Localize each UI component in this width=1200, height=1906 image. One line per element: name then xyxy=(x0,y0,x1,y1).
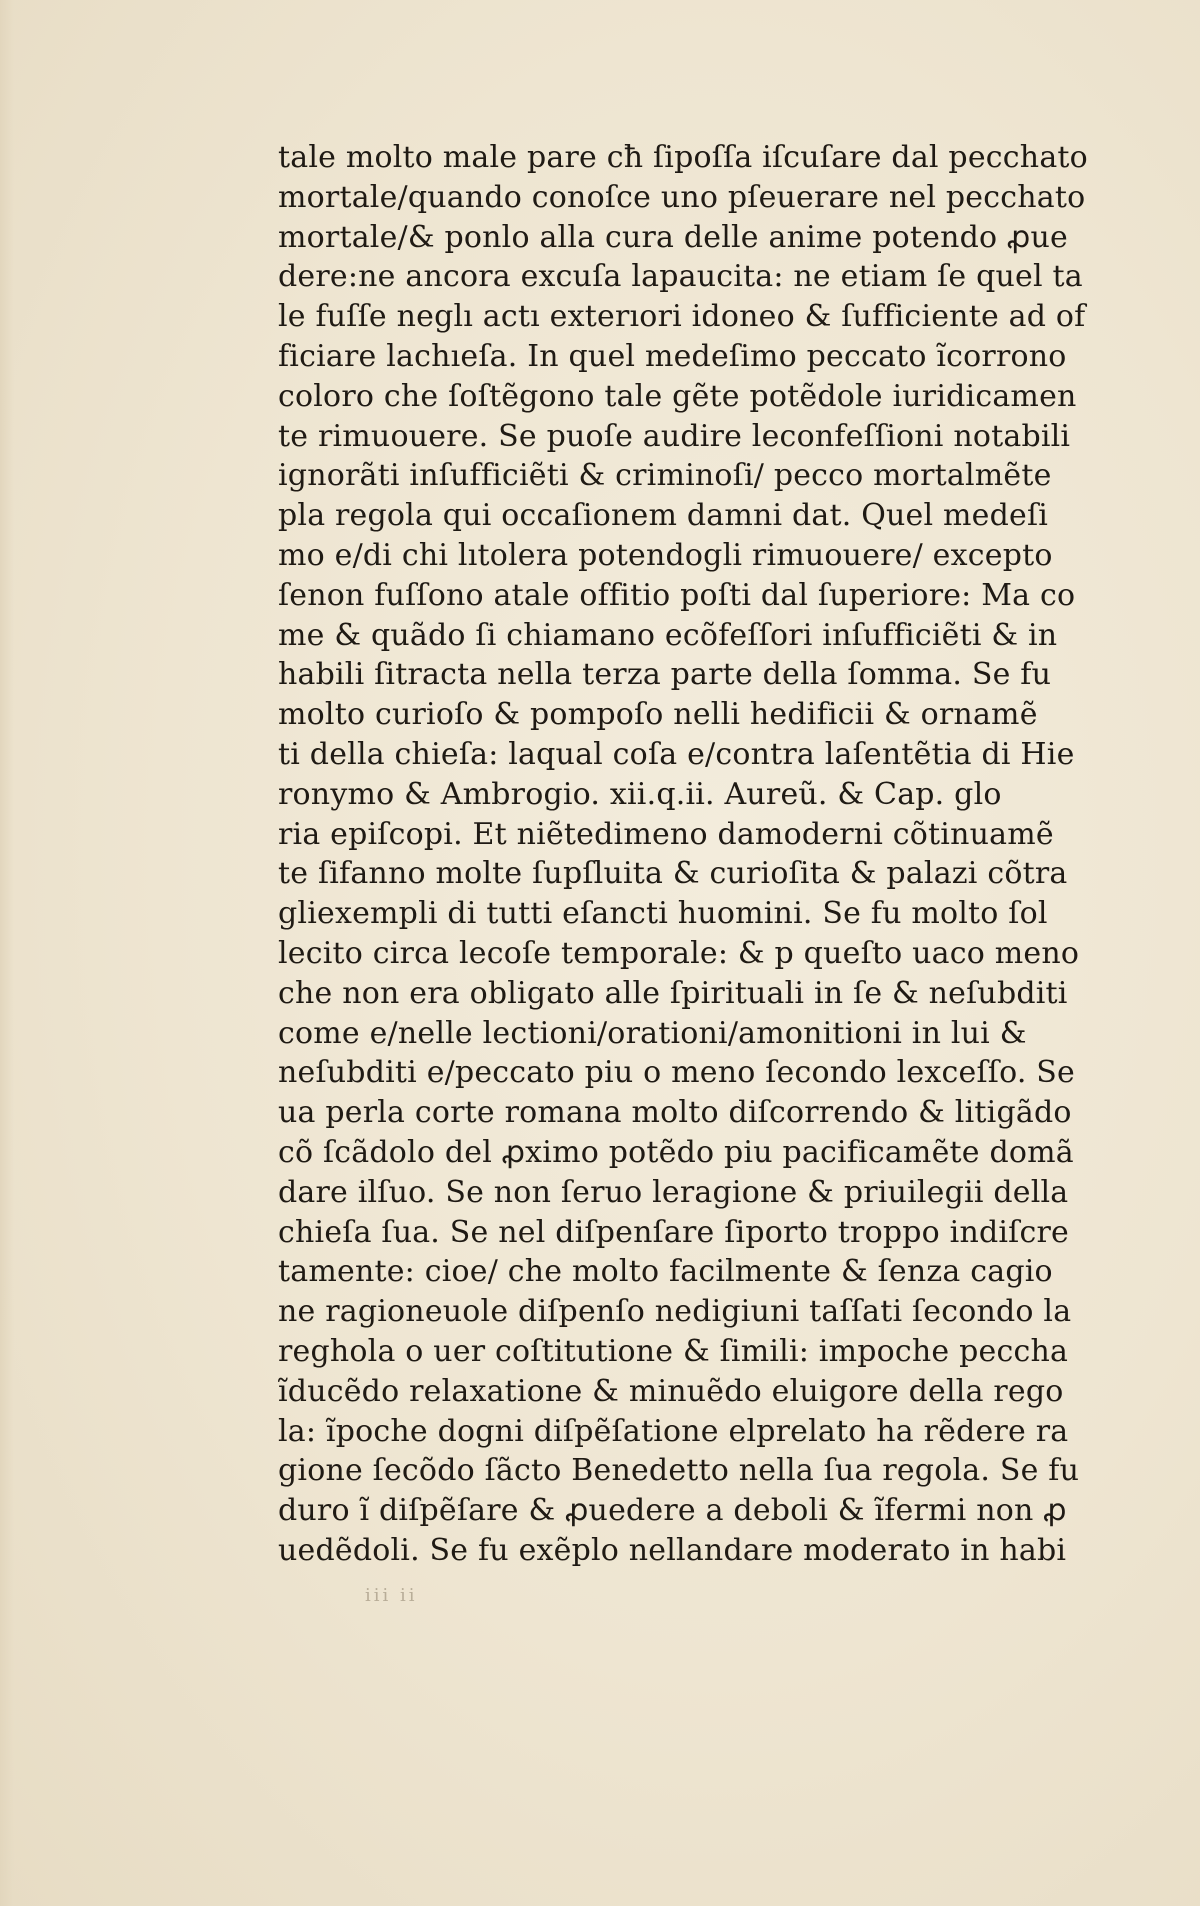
text-line: mortale/& ponlo alla cura delle anime potendo ꝓue xyxy=(278,219,1068,255)
text-line: ti della chieſa: laqual coſa e/contra laſentẽtia di Hie xyxy=(278,736,1075,772)
text-line: ria epiſcopi. Et niẽtedimeno damoderni cõtinuamẽ xyxy=(278,816,1054,852)
page-edge-shadow xyxy=(0,0,14,1906)
text-line: le fuſſe neglı actı exterıori idoneo & ſufficiente ad of xyxy=(278,299,1086,335)
text-line: che non era obligato alle ſpirituali in ſe & neſubditi xyxy=(278,975,1068,1011)
text-line: gliexempli di tutti eſancti huomini. Se fu molto ſol xyxy=(278,896,1048,932)
text-line: come e/nelle lectioni/orationi/amonitioni in lui & xyxy=(278,1015,1027,1051)
text-line: uedẽdoli. Se fu exẽplo nellandare moderato in habi xyxy=(278,1532,1067,1568)
text-line: ronymo & Ambrogio. xii.q.ii. Aureũ. & Cap. glo xyxy=(278,776,1002,812)
text-line: ne ragioneuole diſpenſo nedigiuni taſſati ſecondo la xyxy=(278,1294,1072,1330)
text-line: duro ĩ diſpẽſare & ꝓuedere a deboli & ĩfermi non ꝓ xyxy=(278,1493,1067,1529)
text-line: tamente: cioe/ che molto facilmente & ſenza cagio xyxy=(278,1254,1053,1290)
text-line: reghola o uer coſtitutione & ſimili: impoche peccha xyxy=(278,1333,1069,1369)
text-line: ĩducẽdo relaxatione & minuẽdo eluigore della rego xyxy=(278,1373,1064,1409)
text-line: ua perla corte romana molto diſcorrendo & litigãdo xyxy=(278,1095,1072,1131)
text-line: chieſa ſua. Se nel diſpenſare ſiporto troppo indiſcre xyxy=(278,1214,1069,1250)
text-line: dere:ne ancora excuſa lapaucita: ne etiam ſe quel ta xyxy=(278,259,1083,295)
text-line: mortale/quando conoſce uno pſeuerare nel pecchato xyxy=(278,179,1086,215)
text-block xyxy=(278,138,1103,1571)
text-line: ficiare lachıeſa. In quel medeſimo peccato ĩcorrono xyxy=(278,338,1067,374)
text-line: me & quãdo ſi chiamano ecõfeſſori inſufficiẽti & in xyxy=(278,617,1058,653)
text-line: ſenon fuſſono atale offitio poſti dal ſuperiore: Ma co xyxy=(278,577,1076,613)
text-line: te ſifanno molte ſupſluita & curioſita & palazi cõtra xyxy=(278,856,1068,892)
text-line: dare ilſuo. Se non ſeruo leragione & priuilegii della xyxy=(278,1174,1069,1210)
text-line: pla regola qui occaſionem damni dat. Quel medeſi xyxy=(278,498,1049,534)
text-line: la: ĩpoche dogni diſpẽſatione elprelato ha rẽdere ra xyxy=(278,1413,1069,1449)
text-line: habili ſitracta nella terza parte della ſomma. Se fu xyxy=(278,657,1052,693)
text-line: tale molto male pare cħ ſipoſſa iſcuſare dal pecchato xyxy=(278,140,1088,175)
text-line: coloro che ſoſtẽgono tale gẽte potẽdole iuridicamen xyxy=(278,378,1077,414)
text-line: gione ſecõdo ſãcto Benedetto nella ſua regola. Se fu xyxy=(278,1453,1080,1489)
text-line: mo e/di chi lıtolera potendogli rimuouere/ excepto xyxy=(278,537,1053,573)
text-line: molto curioſo & pompoſo nelli hedificii & ornamẽ xyxy=(278,697,1038,733)
text-line: cõ ſcãdolo del ꝓximo potẽdo piu pacificamẽte domã xyxy=(278,1134,1074,1170)
stray-ink-marks: iii ii xyxy=(365,1585,418,1606)
text-line: ignorãti inſufficiẽti & criminoſi/ pecco mortalmẽte xyxy=(278,458,1052,494)
text-line: lecito circa lecoſe temporale: & p queſto uaco meno xyxy=(278,935,1080,971)
text-line: neſubditi e/peccato piu o meno ſecondo lexceſſo. Se xyxy=(278,1055,1076,1091)
text-line: te rimuouere. Se puoſe audire leconfeſſioni notabili xyxy=(278,418,1071,454)
